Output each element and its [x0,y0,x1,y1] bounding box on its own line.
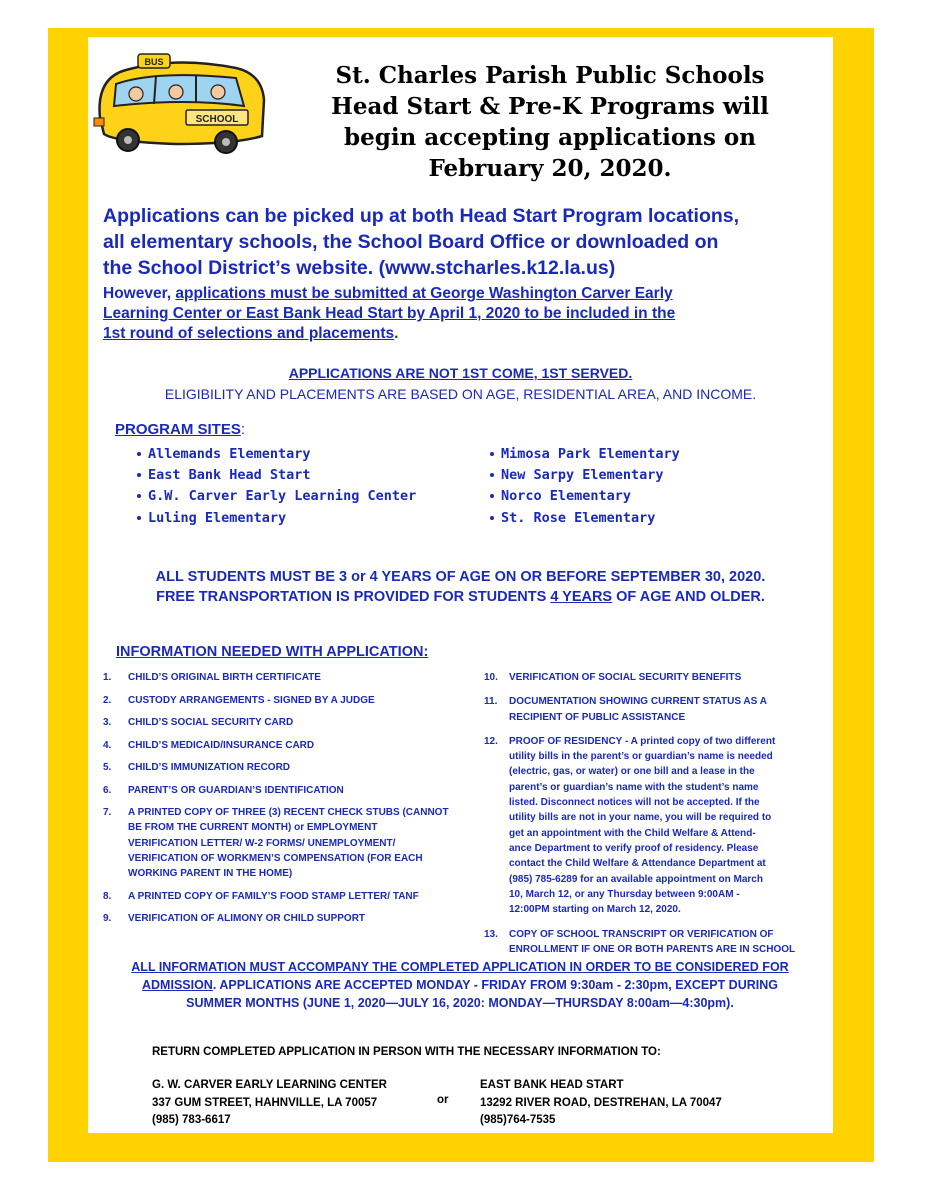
site-item [137,488,416,504]
requirement-text [128,670,321,685]
site-item [490,488,631,504]
address-line: 337 GUM STREET, HAHNVILLE, LA 70057 [152,1096,378,1109]
site-item [137,467,311,483]
requirement-line: (electric, gas, or water) or one bill and a lease in the [509,766,755,778]
requirement-number: 10. [484,672,498,683]
requirement-line: utility bills are not in your name, you will be required to [509,812,772,824]
not-first-come-notice: APPLICATIONS ARE NOT 1ST COME, 1ST SERVED. [288,365,633,381]
admission-line: ALL INFORMATION MUST ACCOMPANY THE COMPLETED APPLICATION IN ORDER TO BE CONSIDERED FOR [131,960,789,974]
submission-end: . [394,325,399,342]
requirement-text [509,670,741,685]
bus-top-sign: BUS [144,57,164,67]
transport-age: 4 YEARS [550,589,613,605]
requirement-line: ENROLLMENT IF ONE OR BOTH PARENTS ARE IN SCHOOL [509,943,796,955]
requirement-line: get an appointment with the Child Welfare & Attend- [509,827,756,839]
site-name: G.W. Carver Early Learning Center [148,488,417,504]
bullet-icon [490,452,494,456]
requirement-text [128,805,449,881]
site-name: Mimosa Park Elementary [501,446,680,462]
submission-line: 1st round of selections and placements [103,325,395,342]
return-heading: RETURN COMPLETED APPLICATION IN PERSON WITH THE NECESSARY INFORMATION TO: [152,1046,661,1058]
title-line: St. Charles Parish Public Schools [335,62,765,89]
age-requirement [88,567,833,607]
requirement-line: (985) 785-6289 for an available appointment on March [509,873,763,885]
title-line: Head Start & Pre-K Programs will [331,93,769,120]
requirement-number: 11. [484,696,498,708]
submission-line: applications must be submitted at George Washington Carver Early [175,285,673,302]
requirement-number: 12. [484,735,498,747]
site-name: Norco Elementary [501,488,632,504]
bullet-icon [490,494,494,498]
site-name: New Sarpy Elementary [501,467,664,483]
requirement-text [509,694,767,725]
bullet-icon [137,516,141,520]
requirement-text [128,760,290,775]
requirement-line: VERIFICATION OF SOCIAL SECURITY BENEFITS [509,672,742,683]
bus-school-sign: SCHOOL [195,114,239,125]
address-phone: (985)764-7535 [480,1114,556,1126]
site-name: Allemands Elementary [148,446,311,462]
site-name: St. Rose Elementary [501,510,656,526]
bullet-icon [137,494,141,498]
requirement-line: VERIFICATION OF ALIMONY OR CHILD SUPPORT [128,913,366,925]
requirement-line: PARENT’S OR GUARDIAN’S IDENTIFICATION [128,784,344,796]
submission-info [103,284,823,344]
requirement-line: CUSTODY ARRANGEMENTS - SIGNED BY A JUDGE [128,694,375,706]
bullet-icon [137,473,141,477]
requirement-number: 5. [103,762,112,773]
requirement-number: 4. [103,739,112,751]
site-item [490,510,655,526]
requirement-line: RECIPIENT OF PUBLIC ASSISTANCE [509,711,686,723]
requirement-line: COPY OF SCHOOL TRANSCRIPT OR VERIFICATION OF [509,928,774,940]
intro-line: all elementary schools, the School Board Office or downloaded on [103,231,719,253]
program-sites-colon: : [240,421,246,438]
title-line: February 20, 2020. [428,155,672,182]
requirement-number: 8. [103,890,112,902]
info-list-left [103,670,463,930]
requirement-line: BE FROM THE CURRENT MONTH) or EMPLOYMENT [128,822,378,834]
requirement-line: utility bills in the parent’s or guardian’s name is needed [509,751,773,763]
site-item [490,467,664,483]
program-sites-label: PROGRAM SITES [115,421,241,438]
requirement-text [128,715,293,730]
summer-hours-line: SUMMER MONTHS (JUNE 1, 2020—JULY 16, 2020: MONDAY—THURSDAY 8:00am—4:30pm). [186,996,734,1010]
requirement-line: CHILD’S ORIGINAL BIRTH CERTIFICATE [128,672,321,683]
submission-line: Learning Center or East Bank Head Start by April 1, 2020 to be included in the [103,305,676,322]
address-phone: (985) 783-6617 [152,1114,231,1126]
however-lead: However, [103,285,176,302]
title-line: begin accepting applications on [344,124,756,151]
age-line: ALL STUDENTS MUST BE 3 or 4 YEARS OF AGE ON OR BEFORE SEPTEMBER 30, 2020. [155,569,766,585]
bullet-icon [137,452,141,456]
requirement-line: 10, March 12, or any Thursday between 9:00AM - [509,888,740,900]
requirement-line: CHILD’S SOCIAL SECURITY CARD [128,717,294,728]
requirement-number: 2. [103,694,112,706]
intro-line: Applications can be picked up at both Head Start Program locations, [103,205,740,227]
requirement-line: PROOF OF RESIDENCY - A printed copy of two different [509,735,776,747]
site-item [137,446,311,462]
site-item [490,446,680,462]
requirement-line: VERIFICATION OF WORKMEN’S COMPENSATION (FOR EACH [128,852,423,864]
address-line: EAST BANK HEAD START [480,1079,624,1091]
requirement-line: parent’s or guardian’s name with the student’s name [509,781,759,793]
site-name: East Bank Head Start [148,467,311,483]
requirement-text [128,783,344,798]
admission-word: ADMISSION [142,978,213,992]
requirement-number: 7. [103,807,112,818]
transport-line [88,587,833,607]
requirement-line: 12:00PM starting on March 12, 2020. [509,904,681,916]
requirement-text [509,927,795,958]
address-line: G. W. CARVER EARLY LEARNING CENTER [152,1079,387,1091]
address-line: 13292 RIVER ROAD, DESTREHAN, LA 70047 [480,1096,722,1109]
requirement-text [509,734,775,918]
bullet-icon [490,473,494,477]
requirement-text [128,693,375,708]
requirement-line: A PRINTED COPY OF THREE (3) RECENT CHECK STUBS (CANNOT [128,807,449,818]
info-list-right [484,670,824,955]
eligibility-notice: ELIGIBILITY AND PLACEMENTS ARE BASED ON AGE, RESIDENTIAL AREA, AND INCOME. [164,386,757,402]
info-needed-heading: INFORMATION NEEDED WITH APPLICATION: [116,644,429,660]
admission-notice [95,958,825,1012]
requirement-line: contact the Child Welfare & Attendance Department at [509,858,766,870]
requirement-number: 3. [103,717,112,728]
requirement-line: CHILD’S MEDICAID/INSURANCE CARD [128,739,315,751]
requirement-number: 6. [103,784,112,796]
or-separator: or [437,1094,449,1106]
program-sites-heading [115,421,245,438]
requirement-line: ance Department to verify proof of residency. Please [509,842,759,854]
requirement-line: A PRINTED COPY OF FAMILY’S FOOD STAMP LETTER/ TANF [128,890,419,902]
hours-line: . APPLICATIONS ARE ACCEPTED MONDAY - FRIDAY FROM 9:30am - 2:30pm, EXCEPT DURING [212,978,778,992]
site-item [137,510,286,526]
site-name: Luling Elementary [148,510,287,526]
requirement-text [128,911,365,926]
carver-address [152,1077,387,1130]
transport-text: FREE TRANSPORTATION IS PROVIDED FOR STUDENTS [156,589,551,605]
requirement-number: 13. [484,928,498,940]
intro-line: the School District’s website. (www.stcharles.k12.la.us) [103,257,616,279]
requirement-text [128,889,419,904]
bullet-icon [490,516,494,520]
requirement-line: listed. Disconnect notices will not be accepted. If the [509,797,760,809]
requirement-number: 1. [103,672,112,683]
eastbank-address [480,1077,722,1130]
requirement-line: DOCUMENTATION SHOWING CURRENT STATUS AS A [509,696,767,708]
flyer-title [280,60,820,184]
school-bus-illustration [86,48,276,158]
requirement-text [128,738,314,753]
transport-text-end: OF AGE AND OLDER. [612,589,765,605]
pickup-info [103,203,823,281]
requirement-line: CHILD’S IMMUNIZATION RECORD [128,762,291,773]
requirement-number: 9. [103,913,112,925]
requirement-line: WORKING PARENT IN THE HOME) [128,868,293,880]
requirement-line: VERIFICATION LETTER/ W-2 FORMS/ UNEMPLOYMENT/ [128,837,396,849]
